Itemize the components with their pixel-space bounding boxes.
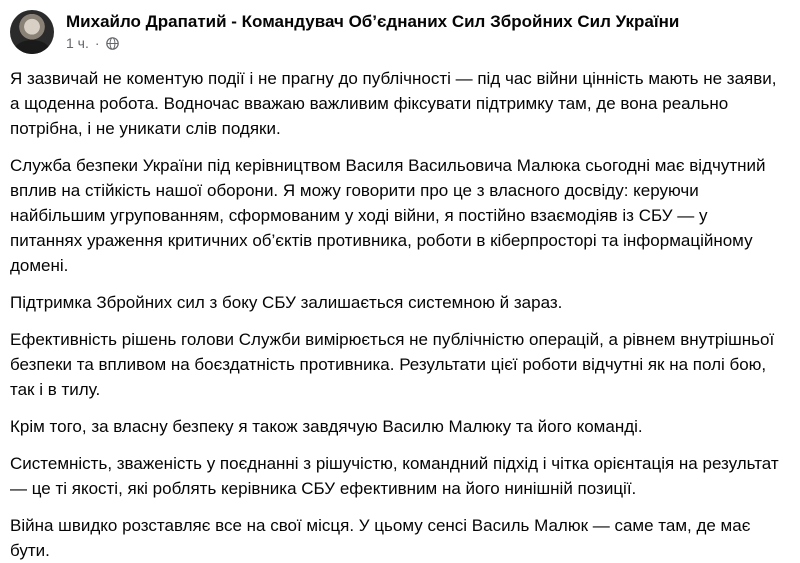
post-meta	[66, 6, 679, 51]
post-paragraph: Я зазвичай не коментую події і не прагну до публічності — під час війни цінність мають не заяви, а щоденна робота. Водночас вважаю важливим фіксувати підтримку там, де вона реально потрібна, і не уникати слів подяки.	[10, 69, 777, 138]
post-paragraph: Ефективність рішень голови Служби вимірюється не публічністю операцій, а рівнем внутрішньої безпеки та впливом на боєздатність противника. Результати цієї роботи відчутні як на полі бою, так і в тилу.	[10, 330, 775, 399]
author-avatar[interactable]	[10, 10, 54, 54]
post-paragraph: Служба безпеки України під керівництвом Василя Васильовича Малюка сьогодні має відчутний вплив на стійкість нашої оборони. Я можу говорити про це з власного досвіду: керуючи найбільшим угрупованням, сформованим у ході війни, я постійно взаємодіяв із СБУ — у питаннях ураження критичних об’єктів противника, роботи в кіберпросторі та інформаційному домені.	[10, 156, 766, 275]
post-timestamp[interactable]: 1 ч.	[66, 35, 89, 51]
globe-icon[interactable]	[106, 37, 119, 50]
post-paragraph: Системність, зваженість у поєднанні з рішучістю, командний підхід і чітка орієнтація на результат — це ті якості, які роблять керівника СБУ ефективним на його нинішній позиції.	[10, 454, 779, 498]
post-subline	[66, 35, 679, 51]
avatar-shoulders	[14, 40, 50, 54]
meta-separator: ·	[94, 35, 100, 51]
author-name[interactable]: Михайло Драпатий - Командувач Об’єднаних Сил Збройних Сил України	[66, 12, 680, 31]
post-paragraph: Підтримка Збройних сил з боку СБУ залишається системною й зараз.	[10, 293, 563, 312]
post-paragraph: Війна швидко розставляє все на свої місця. У цьому сенсі Василь Малюк — саме там, де має бути.	[10, 516, 751, 560]
post-text	[6, 66, 784, 563]
post-paragraph: Крім того, за власну безпеку я також завдячую Василю Малюку та його команді.	[10, 417, 643, 436]
post-header	[6, 6, 784, 58]
